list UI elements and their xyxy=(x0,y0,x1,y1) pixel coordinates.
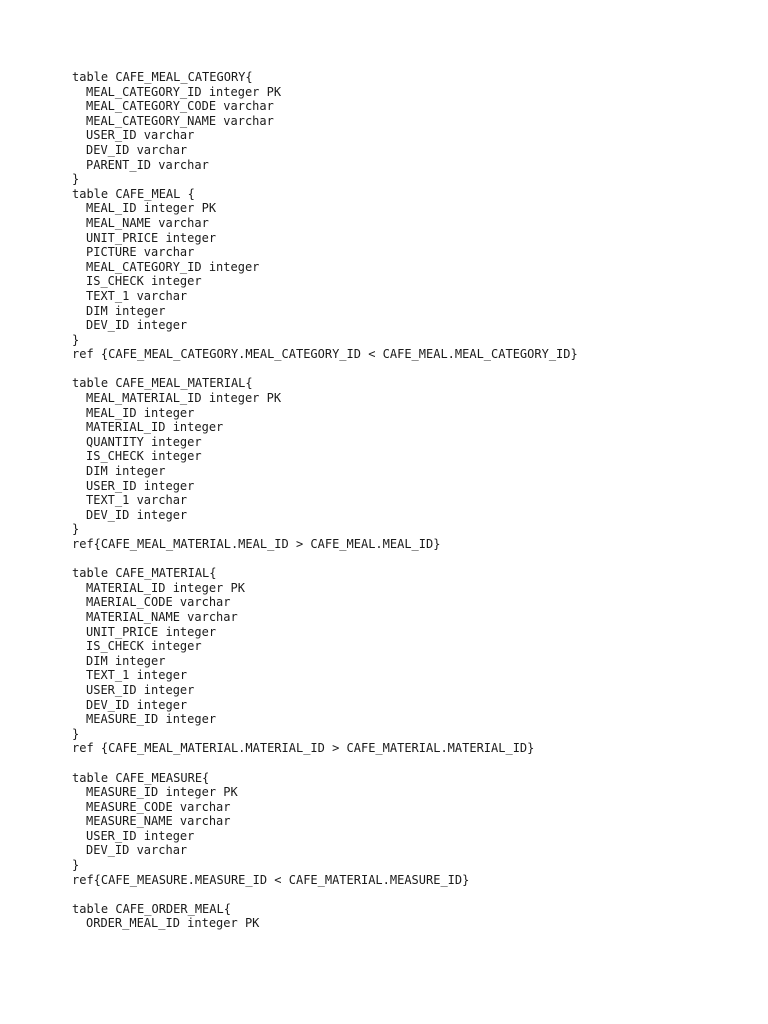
column-definition: DIM integer xyxy=(86,303,166,318)
column-definition: ORDER_MEAL_ID integer PK xyxy=(86,916,260,931)
column-definition: DEV_ID varchar xyxy=(86,142,188,157)
column-definition: DEV_ID integer xyxy=(86,507,188,522)
column-definition: MEAL_ID integer xyxy=(86,405,195,420)
column-definition: MEASURE_NAME varchar xyxy=(86,814,231,829)
column-definition: USER_ID integer xyxy=(86,478,195,493)
table-declaration: table CAFE_MEAL { xyxy=(72,186,195,201)
closing-brace: } xyxy=(72,522,80,537)
column-definition: DIM integer xyxy=(86,464,166,479)
column-definition: MEAL_CATEGORY_NAME varchar xyxy=(86,113,274,128)
ref-declaration: ref {CAFE_MEAL_MATERIAL.MATERIAL_ID > CAFE_MATERIAL.MATERIAL_ID} xyxy=(72,741,535,756)
table-declaration: table CAFE_MATERIAL{ xyxy=(72,566,217,581)
table-declaration: table CAFE_MEAL_MATERIAL{ xyxy=(72,376,253,391)
closing-brace: } xyxy=(72,172,80,187)
ref-declaration: ref{CAFE_MEASURE.MEASURE_ID < CAFE_MATERIAL.MEASURE_ID} xyxy=(72,872,470,887)
column-definition: USER_ID varchar xyxy=(86,128,195,143)
column-definition: DIM integer xyxy=(86,653,166,668)
column-definition: UNIT_PRICE integer xyxy=(86,230,217,245)
closing-brace: } xyxy=(72,332,80,347)
ref-declaration: ref {CAFE_MEAL_CATEGORY.MEAL_CATEGORY_ID < CAFE_MEAL.MEAL_CATEGORY_ID} xyxy=(72,347,578,362)
column-definition: MEAL_NAME varchar xyxy=(86,215,209,230)
column-definition: IS_CHECK integer xyxy=(86,639,202,654)
blank-line xyxy=(72,887,768,902)
column-definition: MATERIAL_ID integer xyxy=(86,420,224,435)
column-definition: USER_ID integer xyxy=(86,828,195,843)
column-definition: MATERIAL_NAME varchar xyxy=(86,609,238,624)
column-definition: MATERIAL_ID integer PK xyxy=(86,580,245,595)
closing-brace: } xyxy=(72,858,80,873)
schema-document xyxy=(72,70,768,1024)
column-definition: TEXT_1 integer xyxy=(86,668,188,683)
column-definition: TEXT_1 varchar xyxy=(86,493,188,508)
closing-brace: } xyxy=(72,726,80,741)
column-definition: PICTURE varchar xyxy=(86,245,195,260)
column-definition: MEAL_ID integer PK xyxy=(86,201,217,216)
column-definition: DEV_ID integer xyxy=(86,697,188,712)
column-definition: QUANTITY integer xyxy=(86,434,202,449)
ref-declaration: ref{CAFE_MEAL_MATERIAL.MEAL_ID > CAFE_MEAL.MEAL_ID} xyxy=(72,537,441,551)
table-declaration: table CAFE_MEAL_CATEGORY{ xyxy=(72,70,253,84)
column-definition: DEV_ID integer xyxy=(86,318,188,333)
table-declaration: table CAFE_ORDER_MEAL{ xyxy=(72,901,231,916)
column-definition: MEASURE_ID integer xyxy=(86,712,217,727)
column-definition: USER_ID integer xyxy=(86,682,195,697)
column-definition: IS_CHECK integer xyxy=(86,449,202,464)
blank-line xyxy=(72,552,768,567)
column-definition: MEAL_CATEGORY_ID integer PK xyxy=(86,84,282,99)
column-definition: IS_CHECK integer xyxy=(86,274,202,289)
column-definition: MEASURE_ID integer PK xyxy=(86,785,238,800)
column-definition: UNIT_PRICE integer xyxy=(86,624,217,639)
column-definition: PARENT_ID varchar xyxy=(86,157,209,172)
blank-line xyxy=(72,756,768,771)
column-definition: MEASURE_CODE varchar xyxy=(86,799,231,814)
column-definition: MEAL_CATEGORY_CODE varchar xyxy=(86,99,274,114)
column-definition: MAERIAL_CODE varchar xyxy=(86,595,231,610)
table-declaration: table CAFE_MEASURE{ xyxy=(72,770,210,785)
column-definition: TEXT_1 varchar xyxy=(86,288,188,303)
column-definition: DEV_ID varchar xyxy=(86,843,188,858)
column-definition: MEAL_MATERIAL_ID integer PK xyxy=(86,391,282,406)
column-definition: MEAL_CATEGORY_ID integer xyxy=(86,259,260,274)
blank-line xyxy=(72,362,768,377)
